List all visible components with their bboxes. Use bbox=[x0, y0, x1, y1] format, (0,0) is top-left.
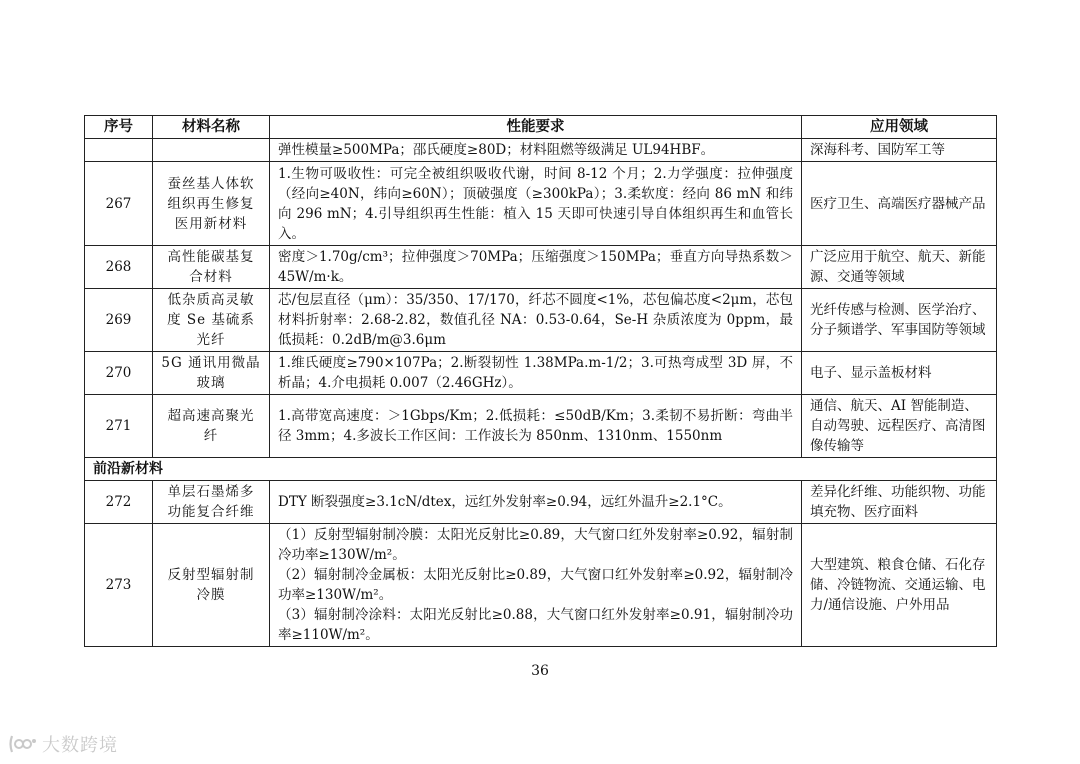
watermark bbox=[8, 733, 118, 755]
cell-application: 大型建筑、粮食仓储、石化存储、冷链物流、交通运输、电力/通信设施、户外用品 bbox=[802, 524, 997, 647]
cell-application: 医疗卫生、高端医疗器械产品 bbox=[802, 162, 997, 246]
cell-number: 271 bbox=[85, 395, 153, 458]
cell-performance: DTY 断裂强度≥3.1cN/dtex，远红外发射率≥0.94，远红外温升≥2.1°C。 bbox=[270, 481, 802, 524]
cell-application: 差异化纤维、功能织物、功能填充物、医疗面料 bbox=[802, 481, 997, 524]
table-row-continued bbox=[85, 139, 997, 162]
cell-name: 5G 通讯用微晶玻璃 bbox=[153, 352, 270, 395]
cell-performance: 1.高带宽高速度：＞1Gbps/Km；2.低损耗：≤50dB/Km；3.柔韧不易折断：弯曲半径 3mm；4.多波长工作区间：工作波长为 850nm、1310nm、1550nm bbox=[270, 395, 802, 458]
page-number: 36 bbox=[531, 663, 549, 679]
cell-application: 电子、显示盖板材料 bbox=[802, 352, 997, 395]
table-row bbox=[85, 395, 997, 458]
cell-performance: 芯/包层直径（μm）：35/350、17/170，纤芯不圆度<1%，芯包偏芯度<2μm，芯包材料折射率：2.68-2.82，数值孔径 NA：0.53-0.64，Se-H 杂质浓度为 0ppm，最低损耗：0.2dB/m@3.6μm bbox=[270, 289, 802, 352]
table-row bbox=[85, 352, 997, 395]
cell-performance bbox=[270, 524, 802, 647]
header-number: 序号 bbox=[85, 116, 153, 139]
cell-number: 273 bbox=[85, 524, 153, 647]
cell-number: 270 bbox=[85, 352, 153, 395]
header-material-name: 材料名称 bbox=[153, 116, 270, 139]
cell-number: 267 bbox=[85, 162, 153, 246]
cell-number: 272 bbox=[85, 481, 153, 524]
header-application: 应用领域 bbox=[802, 116, 997, 139]
performance-line: （3）辐射制冷涂料：太阳光反射比≥0.88，大气窗口红外发射率≥0.91，辐射制冷功率≥110W/m²。 bbox=[278, 607, 793, 643]
cell-name bbox=[153, 139, 270, 162]
cell-performance: 密度＞1.70g/cm³；拉伸强度＞70MPa；压缩强度＞150MPa；垂直方向导热系数＞45W/m·k。 bbox=[270, 246, 802, 289]
cell-application: 广泛应用于航空、航天、新能源、交通等领域 bbox=[802, 246, 997, 289]
cell-name: 低杂质高灵敏度 Se 基硫系光纤 bbox=[153, 289, 270, 352]
performance-line: （1）反射型辐射制冷膜：太阳光反射比≥0.89，大气窗口红外发射率≥0.92，辐射制冷功率≥130W/m²。 bbox=[278, 527, 793, 563]
cell-name: 蚕丝基人体软组织再生修复医用新材料 bbox=[153, 162, 270, 246]
cell-number: 269 bbox=[85, 289, 153, 352]
cell-number bbox=[85, 139, 153, 162]
table-row bbox=[85, 524, 997, 647]
watermark-text: 大数跨境 bbox=[42, 735, 118, 756]
cell-name: 单层石墨烯多功能复合纤维 bbox=[153, 481, 270, 524]
logo-icon bbox=[8, 733, 38, 755]
header-performance: 性能要求 bbox=[270, 116, 802, 139]
cell-name: 超高速高聚光纤 bbox=[153, 395, 270, 458]
table-row bbox=[85, 162, 997, 246]
cell-number: 268 bbox=[85, 246, 153, 289]
cell-name: 高性能碳基复合材料 bbox=[153, 246, 270, 289]
table-row bbox=[85, 289, 997, 352]
section-row bbox=[85, 458, 997, 481]
cell-performance: 1.生物可吸收性：可完全被组织吸收代谢，时间 8-12 个月；2.力学强度：拉伸强度（经向≥40N，纬向≥60N）；顶破强度（≥300kPa）；3.柔软度：经向 86 mN 和纬向 296 mN；4.引导组织再生性能：植入 15 天即可快速引导自体组织再生和血管长入。 bbox=[270, 162, 802, 246]
materials-table bbox=[84, 115, 997, 647]
section-title: 前沿新材料 bbox=[85, 458, 997, 481]
cell-performance: 1.维氏硬度≥790×107Pa；2.断裂韧性 1.38MPa.m-1/2；3.可热弯成型 3D 屏，不析晶；4.介电损耗 0.007（2.46GHz）。 bbox=[270, 352, 802, 395]
cell-application: 深海科考、国防军工等 bbox=[802, 139, 997, 162]
cell-application: 通信、航天、AI 智能制造、自动驾驶、远程医疗、高清图像传输等 bbox=[802, 395, 997, 458]
cell-name: 反射型辐射制冷膜 bbox=[153, 524, 270, 647]
table-header-row bbox=[85, 116, 997, 139]
performance-line: （2）辐射制冷金属板：太阳光反射比≥0.89，大气窗口红外发射率≥0.92，辐射制冷功率≥130W/m²。 bbox=[278, 567, 793, 603]
table-row bbox=[85, 481, 997, 524]
cell-application: 光纤传感与检测、医学治疗、分子频谱学、军事国防等领域 bbox=[802, 289, 997, 352]
table-row bbox=[85, 246, 997, 289]
cell-performance: 弹性模量≥500MPa；邵氏硬度≥80D；材料阻燃等级满足 UL94HBF。 bbox=[270, 139, 802, 162]
